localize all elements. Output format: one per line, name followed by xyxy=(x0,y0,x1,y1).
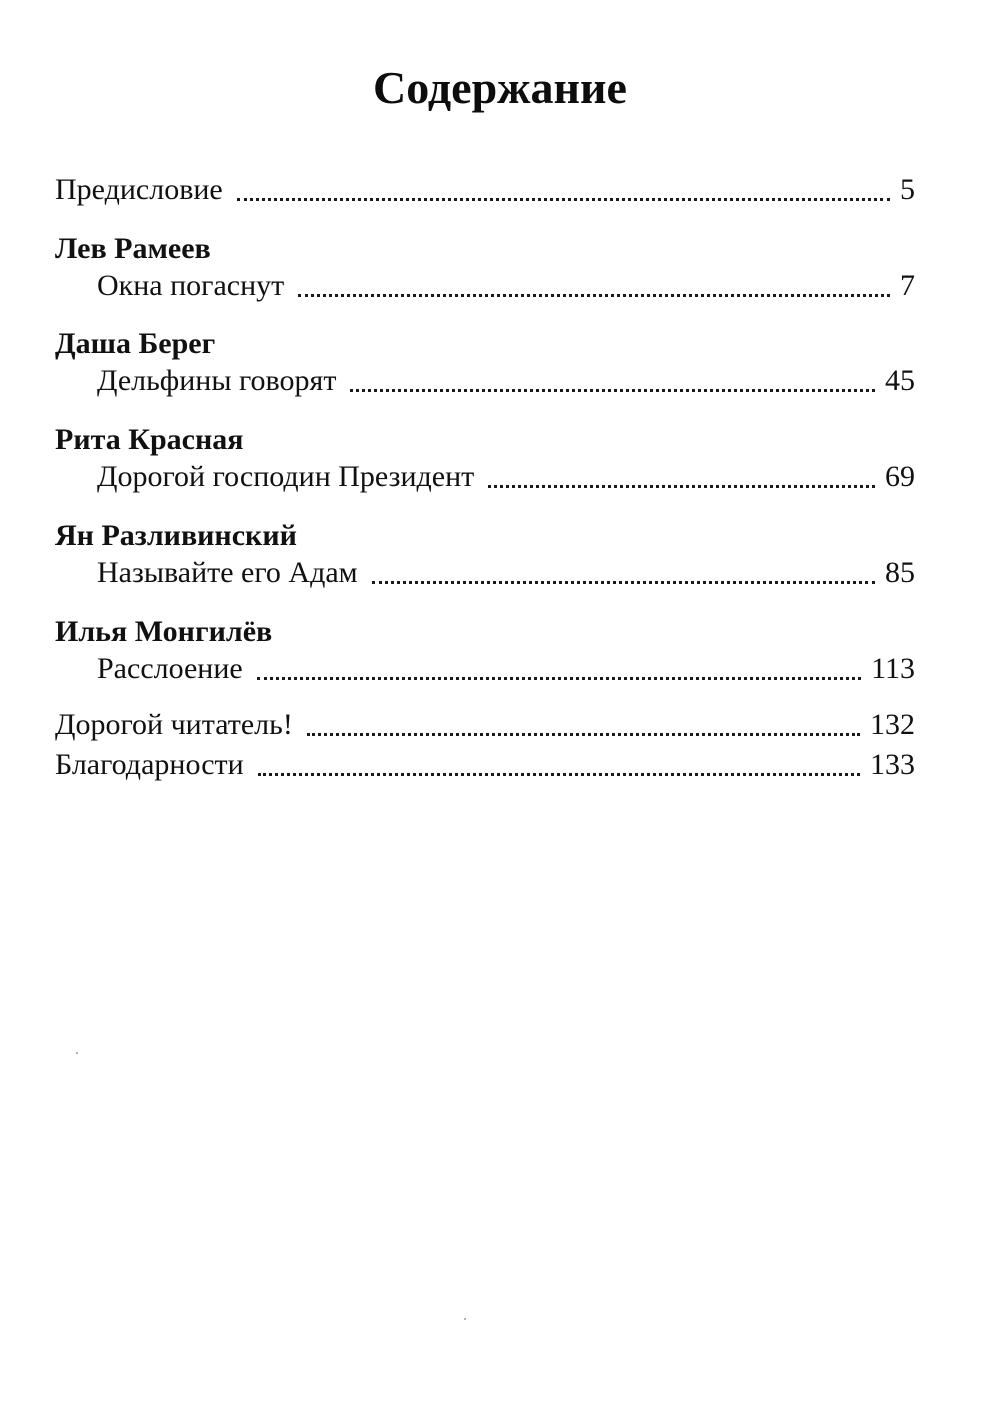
toc-entry-page: 132 xyxy=(870,708,915,741)
toc-entry-story[interactable] xyxy=(97,553,915,593)
toc-entry-page: 133 xyxy=(870,748,915,781)
toc-entry-page: 85 xyxy=(885,556,915,589)
toc-author: Даша Берег xyxy=(55,327,216,360)
toc-entry-page: 5 xyxy=(900,173,915,206)
toc-entry-title: Предисловие xyxy=(55,173,223,206)
toc-entry-story[interactable] xyxy=(97,457,915,497)
toc-entry-title: Расслоение xyxy=(97,652,243,685)
dot-leader xyxy=(257,677,861,680)
page-title: Содержание xyxy=(373,62,627,113)
toc-author: Рита Красная xyxy=(55,423,244,456)
toc-entry-page: 7 xyxy=(900,269,915,302)
toc-entry-story[interactable] xyxy=(97,649,915,689)
scan-speck xyxy=(464,1318,466,1320)
toc-entry-title: Благодарности xyxy=(55,748,244,781)
dot-leader xyxy=(237,198,890,201)
dot-leader xyxy=(488,485,875,488)
toc-entry-reader[interactable] xyxy=(55,705,915,745)
toc-author: Илья Монгилёв xyxy=(55,615,273,648)
toc-entry-title: Называйте его Адам xyxy=(97,556,358,589)
toc-entry-story[interactable] xyxy=(97,266,915,306)
dot-leader xyxy=(350,389,875,392)
toc-entry-title: Окна погаснут xyxy=(97,269,285,302)
toc-entry-page: 113 xyxy=(871,652,915,685)
toc-entry-title: Дорогой господин Президент xyxy=(97,460,475,493)
toc-entry-acknowledgements[interactable] xyxy=(55,745,915,785)
toc-entry-preface[interactable] xyxy=(55,170,915,210)
dot-leader xyxy=(307,733,860,736)
toc-entry-page: 45 xyxy=(885,364,915,397)
dot-leader xyxy=(258,773,860,776)
toc-entry-title: Дорогой читатель! xyxy=(55,708,293,741)
toc-entry-page: 69 xyxy=(885,460,915,493)
toc-author: Ян Разливинский xyxy=(55,519,297,552)
scan-speck xyxy=(76,1052,78,1054)
toc-entry-story[interactable] xyxy=(97,361,915,401)
dot-leader xyxy=(372,581,875,584)
dot-leader xyxy=(298,294,890,297)
toc-entry-title: Дельфины говорят xyxy=(97,364,337,397)
toc-author: Лев Рамеев xyxy=(55,232,211,265)
